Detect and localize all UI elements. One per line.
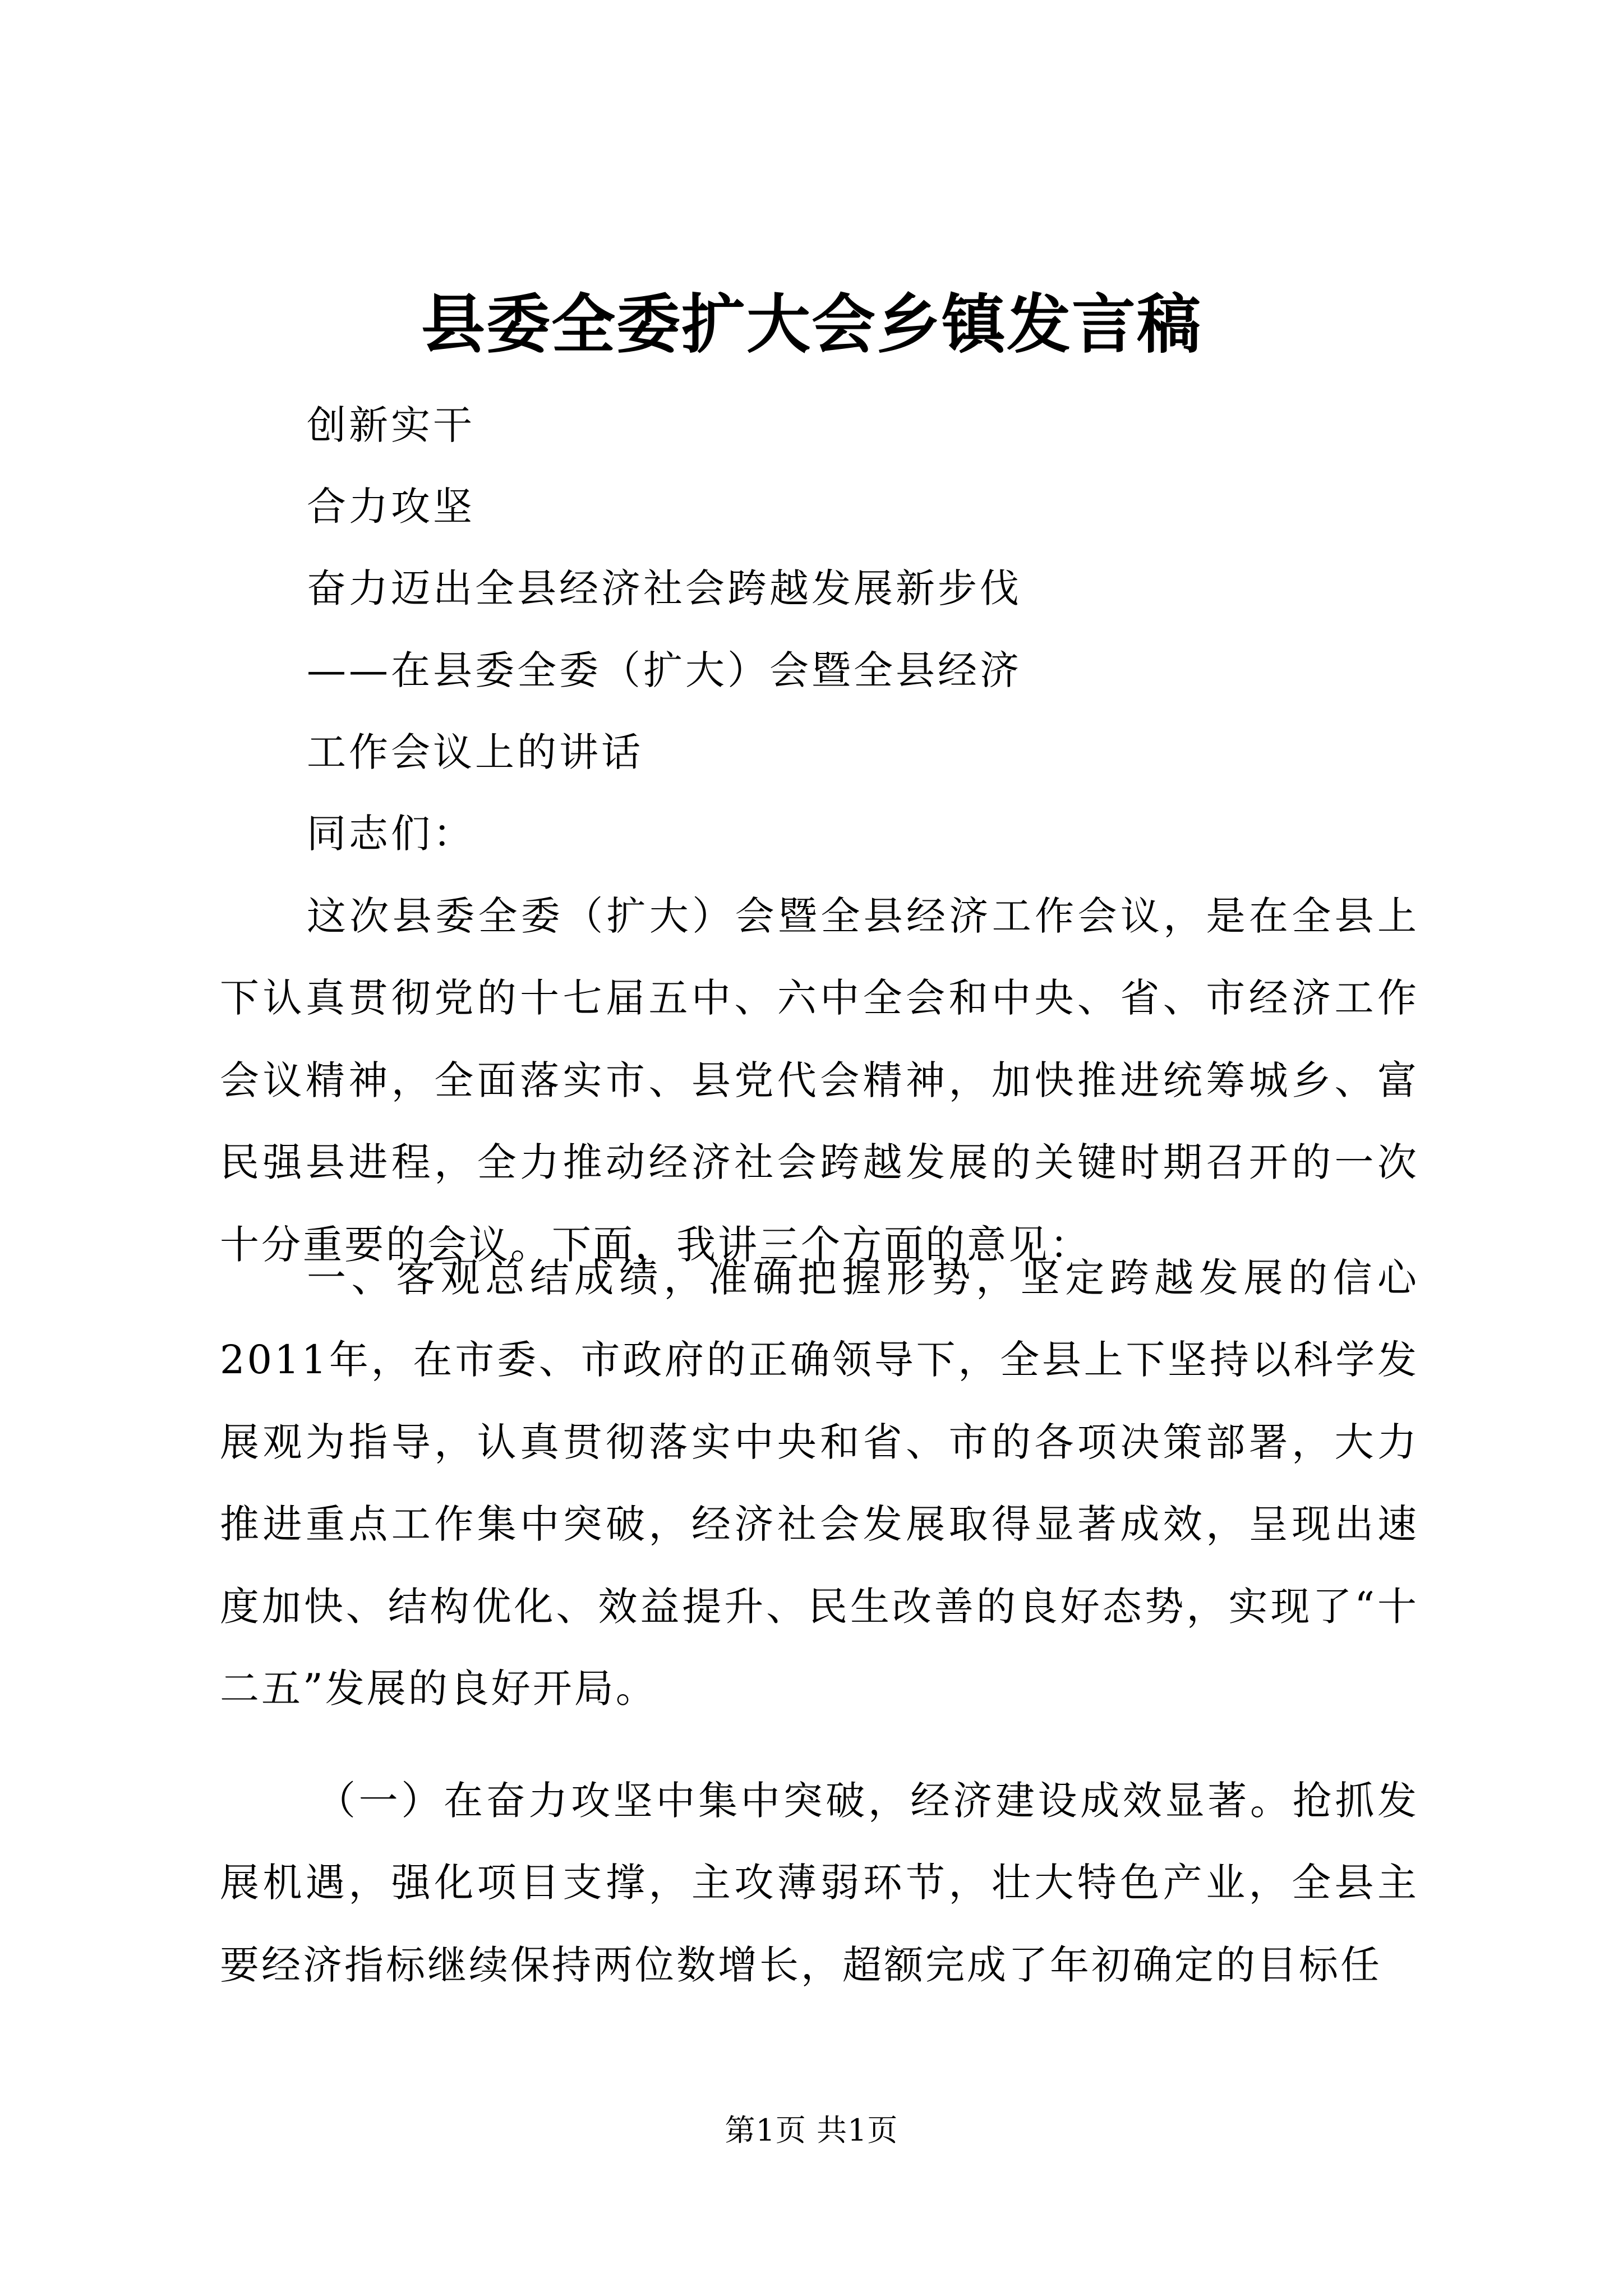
body-paragraph-block-2 — [220, 1237, 1419, 1729]
body-paragraph: 一、客观总结成绩，准确把握形势，坚定跨越发展的信心2011年，在市委、市政府的正确领导下，全县上下坚持以科学发展观为指导，认真贯彻落实中央和省、市的各项决策部署，大力推进重点工作集中突破，经济社会发展取得显著成效，呈现出速度加快、结构优化、效益提升、民生改善的良好态势，实现了“十二五”发展的良好开局。 — [220, 1255, 1419, 1712]
heading-line-1: 创新实干 — [307, 402, 475, 448]
salutation: 同志们： — [307, 811, 475, 857]
body-paragraph-block-3 — [220, 1760, 1419, 2006]
heading-line-4: ——在县委全委（扩大）会暨全县经济 — [307, 647, 1022, 693]
document-title: 县委全委扩大会乡镇发言稿 — [421, 287, 1202, 362]
heading-line-3: 奋力迈出全县经济社会跨越发展新步伐 — [307, 565, 1022, 611]
body-paragraph: 这次县委全委（扩大）会暨全县经济工作会议，是在全县上下认真贯彻党的十七届五中、六中全会和中央、省、市经济工作会议精神，全面落实市、县党代会精神，加快推进统筹城乡、富民强县进程，全力推动经济社会跨越发展的关键时期召开的一次十分重要的会议。下面，我讲三个方面的意见： — [220, 893, 1419, 1268]
heading-line-5: 工作会议上的讲话 — [307, 729, 643, 775]
body-paragraph-block-1 — [220, 875, 1419, 1286]
page-footer: 第1页 共1页 — [725, 2113, 898, 2148]
body-paragraph: （一）在奋力攻坚中集中突破，经济建设成效显著。抢抓发展机遇，强化项目支撑，主攻薄弱环节，壮大特色产业，全县主要经济指标继续保持两位数增长，超额完成了年初确定的目标任 — [220, 1778, 1419, 1988]
heading-line-2: 合力攻坚 — [307, 484, 475, 530]
